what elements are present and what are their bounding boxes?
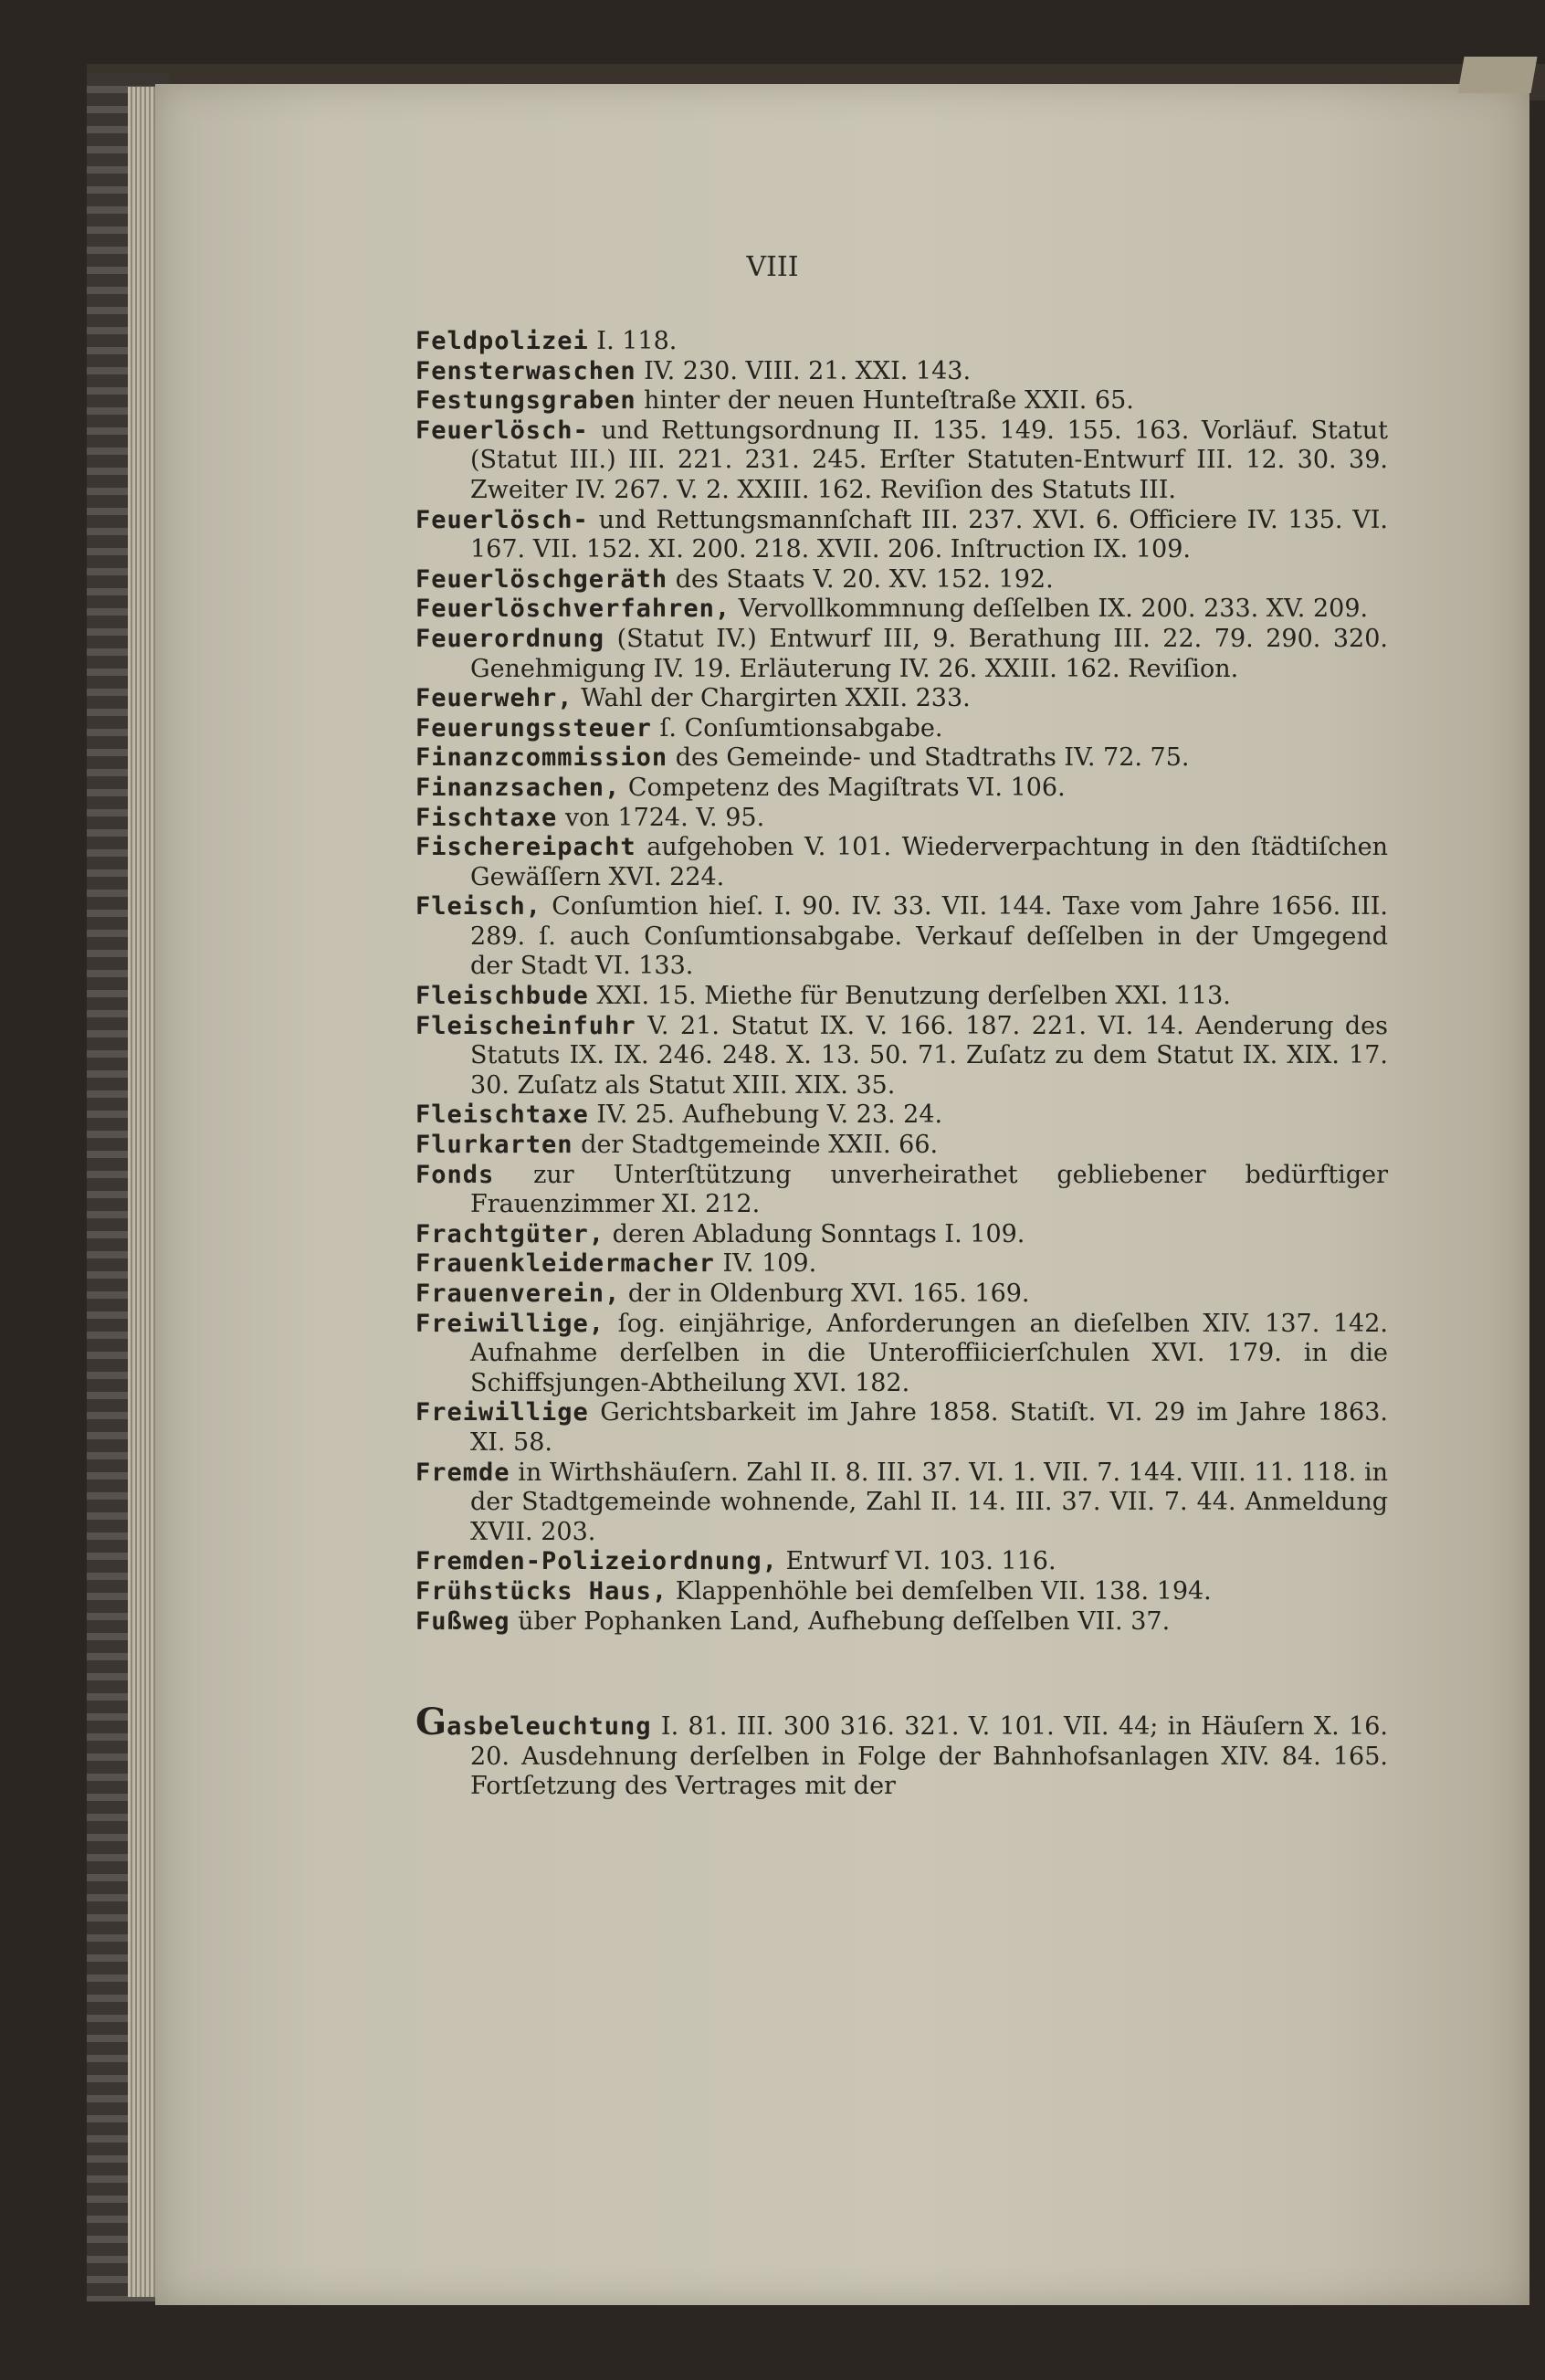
index-entry (415, 386, 1388, 416)
entry-term: Feuerwehr, (415, 684, 573, 713)
entry-text: hinter der neuen Hunteſtraße XXII. 65. (644, 386, 1134, 416)
entry-term: Fleischbude (415, 982, 589, 1011)
index-entry (415, 982, 1388, 1012)
entry-text: ſ. Conſumtionsabgabe. (659, 713, 943, 742)
entry-text: (Statut IV.) Entwurf III, 9. Berathung III. 22. 79. 290. 320. Genehmigung IV. 19. Erläuterung IV. 26. XXIII. 162. Reviſion. (470, 624, 1388, 683)
entry-term: Fleisch, (415, 892, 542, 921)
index-entry (415, 774, 1388, 804)
entry-term: Freiwillige (415, 1398, 589, 1427)
index-entry (415, 1577, 1388, 1607)
entry-text: Conſumtion hieſ. I. 90. IV. 33. VII. 144. Taxe vom Jahre 1656. III. 289. ſ. auch Conſumtionsabgabe. Verkauf deſſelben in der Umgegend der Stadt VI. 133. (470, 892, 1388, 981)
entry-term: Feuerordnung (415, 624, 605, 653)
entry-text: und Rettungsmannſchaft III. 237. XVI. 6. Officiere IV. 135. VI. 167. VII. 152. XI. 200. 218. XVII. 206. Inſtruction IX. 109. (470, 505, 1388, 564)
index-entry (415, 1310, 1388, 1399)
entry-text: XXI. 15. Miethe für Benutzung derſelben XXI. 113. (596, 982, 1231, 1011)
index-entry (415, 565, 1388, 595)
index-entry (415, 1012, 1388, 1101)
entry-term: Fleischtaxe (415, 1100, 589, 1130)
entry-text: I. 118. (596, 327, 678, 355)
entry-text: des Gemeinde- und Stadtraths IV. 72. 75. (675, 743, 1190, 773)
entry-text: aufgehoben V. 101. Wiederverpachtung in den ſtädtiſchen Gewäſſern XVI. 224. (470, 833, 1388, 891)
entry-text: V. 21. Statut IX. V. 166. 187. 221. VI. 14. Aenderung des Statuts IX. IX. 246. 248. X. 13. 50. 71. Zuſatz zu dem Statut IX. XIX. 17. 30. Zuſatz als Statut XIII. XIX. 35. (470, 1011, 1388, 1100)
index-entry (415, 1131, 1388, 1161)
entry-text: des Staats V. 20. XV. 152. 192. (675, 564, 1054, 594)
index-entry (415, 595, 1388, 625)
index-entry (415, 743, 1388, 774)
entry-text: Vervollkommnung deſſelben IX. 200. 233. XV. 209. (738, 595, 1369, 624)
index-entry (415, 892, 1388, 982)
entry-term: Frauenkleidermacher (415, 1249, 715, 1279)
entry-term: Feuerlösch- (415, 416, 589, 445)
entry-text: IV. 230. VIII. 21. XXI. 143. (644, 356, 972, 385)
page-stack-edges (128, 87, 155, 2297)
entry-text: Wahl der Chargirten XXII. 233. (581, 684, 971, 713)
index-entry (415, 1547, 1388, 1577)
index-entry (415, 804, 1388, 834)
entry-text: IV. 109. (722, 1249, 817, 1279)
entry-text: der in Oldenburg XVI. 165. 169. (627, 1280, 1030, 1308)
entry-term: Fremde (415, 1458, 510, 1487)
index-entry (415, 506, 1388, 565)
index-entry (415, 416, 1388, 506)
entry-text: Competenz des Magiſtrats VI. 106. (627, 773, 1066, 802)
entry-term: Frachtgüter, (415, 1219, 605, 1248)
entry-text: in Wirthshäuſern. Zahl II. 8. III. 37. VI. 1. VII. 7. 144. VIII. 11. 118. in der Stadtgemeinde wohnende, Zahl II. 14. III. 37. VII. 7. 44. Anmeldung XVII. 203. (470, 1458, 1388, 1546)
entry-term: Festungsgraben (415, 386, 636, 416)
entry-text: I. 81. III. 300 316. 321. V. 101. VII. 44; in Häuſern X. 16. 20. Ausdehnung derſelben in Folge der Bahnhofsanlagen XIV. 84. 165. Fortſetzung des Vertrages mit der (470, 1712, 1388, 1801)
index-entry (415, 1100, 1388, 1131)
section-initial-letter: G (415, 1701, 447, 1744)
entry-text: der Stadtgemeinde XXII. 66. (581, 1131, 939, 1160)
page-number: VIII (746, 251, 799, 283)
index-entry (415, 1220, 1388, 1250)
index-entry (415, 357, 1388, 387)
entry-term: Freiwillige, (415, 1309, 605, 1338)
entry-term: Fischtaxe (415, 803, 558, 832)
entry-term: Feldpolizei (415, 327, 589, 355)
entry-text: Klappenhöhle bei demſelben VII. 138. 194. (675, 1576, 1212, 1606)
entry-term: Fußweg (415, 1606, 510, 1636)
entry-text: zur Unterſtützung unverheirathet gebliebener bedürftiger Frauenzimmer XI. 212. (470, 1160, 1388, 1219)
entry-term: Fischereipacht (415, 833, 636, 862)
entry-text: Gerichtsbarkeit im Jahre 1858. Statiſt. VI. 29 im Jahre 1863. XI. 58. (470, 1398, 1388, 1457)
index-entry (415, 684, 1388, 714)
index-entry (415, 1459, 1388, 1548)
entry-term: Feuerlöschgeräth (415, 564, 668, 594)
index-entry (415, 1280, 1388, 1310)
entry-term: Frauenverein, (415, 1280, 621, 1308)
index-entry (415, 833, 1388, 892)
index-entry (415, 1398, 1388, 1458)
entry-term: Fensterwaschen (415, 356, 636, 385)
entry-term: asbeleuchtung (447, 1712, 652, 1742)
index-entry (415, 625, 1388, 684)
entry-text: über Pophanken Land, Aufhebung deſſelben VII. 37. (518, 1606, 1171, 1636)
entry-term: Finanzsachen, (415, 773, 621, 802)
entry-text: ſog. einjährige, Anforderungen an dieſelben XIV. 137. 142. Aufnahme derſelben in die Unteroffiicierſchulen XVI. 179. in die Schiffsjungen-Abtheilung XVI. 182. (470, 1309, 1388, 1397)
index-entry (415, 1607, 1388, 1638)
entry-text: IV. 25. Aufhebung V. 23. 24. (596, 1100, 943, 1130)
index-entry (415, 1161, 1388, 1220)
entry-text: von 1724. V. 95. (564, 803, 765, 832)
index-entry (415, 327, 1388, 357)
entry-term: Feuerlösch- (415, 505, 589, 534)
entry-text: Entwurf VI. 103. 116. (785, 1547, 1056, 1576)
entry-text: deren Abladung Sonntags I. 109. (612, 1219, 1025, 1248)
index-entries (415, 327, 1388, 1802)
entry-text: und Rettungsordnung II. 135. 149. 155. 163. Vorläuf. Statut (Statut III.) III. 221. 231. 245. Erſter Statuten-Entwurf III. 12. 30. 39. Zweiter IV. 267. V. 2. XXIII. 162. Reviſion des Statuts III. (470, 416, 1388, 504)
entry-term: Feuerlöschverfahren, (415, 595, 731, 624)
entry-term: Finanzcommission (415, 743, 668, 773)
entry-term: Frühstücks Haus, (415, 1576, 668, 1606)
entry-term: Flurkarten (415, 1131, 573, 1160)
entry-term: Fremden-Polizeiordnung, (415, 1547, 778, 1576)
entry-term: Fonds (415, 1160, 495, 1189)
index-entry (415, 1249, 1388, 1280)
entry-term: Feuerungssteuer (415, 713, 652, 742)
section-gap (415, 1637, 1388, 1708)
entry-term: Fleischeinfuhr (415, 1011, 636, 1040)
index-entry (415, 714, 1388, 744)
page-corner-tab (1457, 57, 1537, 93)
index-entry-g-section (415, 1701, 1388, 1802)
